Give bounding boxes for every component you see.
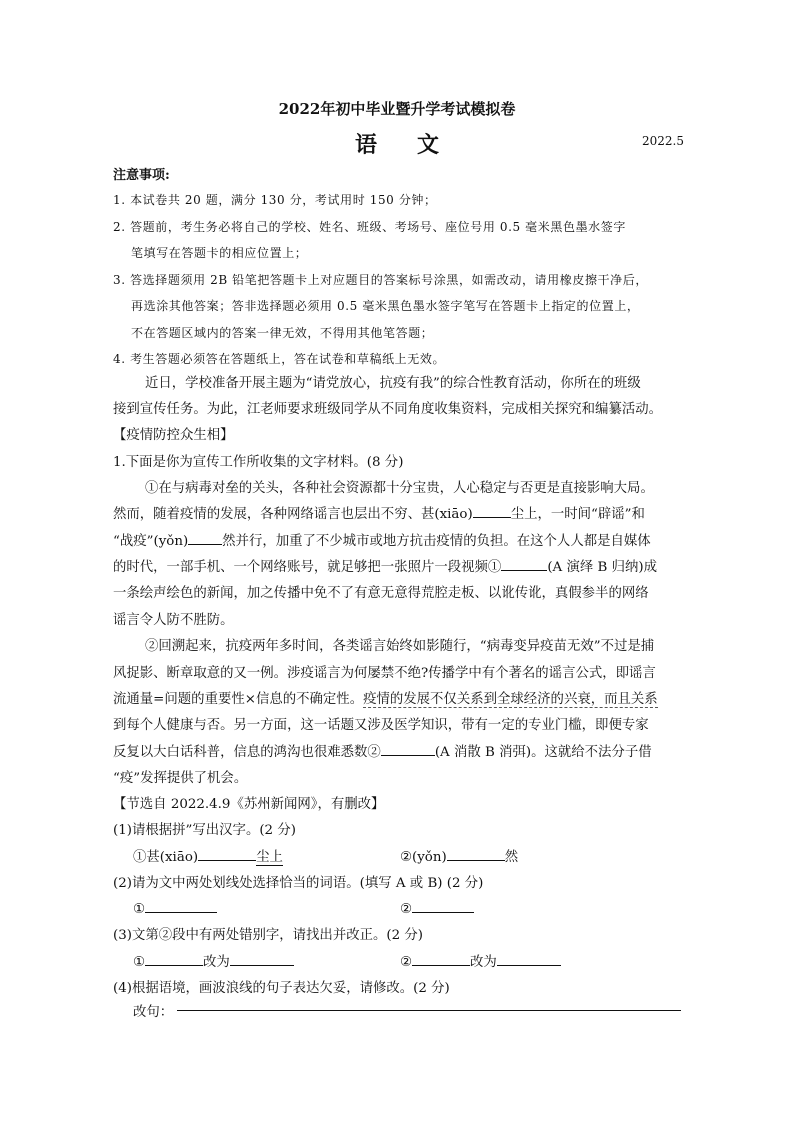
passage-line: “疫”发挥提供了机会。 [113,771,248,786]
notice-item: 3. 答选择题须用 2B 铅笔把答题卡上对应题目的答案标号涂黑，如需改动，请用橡皮擦干净后， [113,273,648,287]
wavy-sentence: 疫情的发展不仅关系到全球经济的兴衰，而且关系 [363,692,658,707]
notice-heading: 注意事项: [113,168,170,183]
passage-line: 风捉影、断章取意的又一例。涉疫谣言为何屡禁不绝?传播学中有个著名的谣言公式，即谣言 [113,666,656,681]
sub-question: (3)文第②段中有两处错别字，请找出并改正。(2 分) [113,928,424,943]
notice-item: 不在答题区域内的答案一律无效，不得用其他笔答题； [131,326,434,340]
passage-line: 反复以大白话科普，信息的鸿沟也很难悉数② (A 消散 B 消弭)。这就给不法分子借 [113,740,652,767]
answer-blank[interactable] [145,951,203,966]
answer-blank[interactable] [447,846,505,861]
passage-line: 流通量=问题的重要性×信息的不确定性。疫情的发展不仅关系到全球经济的兴衰，而且关系 [113,692,658,707]
notice-item: 笔填写在答题卡的相应位置上； [131,246,308,260]
blank-line [473,503,511,518]
notice-item: 再选涂其他答案；答非选择题必须用 0.5 毫米黑色墨水签字笔写在答题卡上指定的位置上， [131,299,640,313]
intro-line: 接到宣传任务。为此，江老师要求班级同学从不同角度收集资料，完成相关探究和编纂活动。 [113,402,663,417]
blank-line [381,741,435,756]
question-1: 1.下面是你为宣传工作所收集的文字材料。(8 分) [113,455,404,470]
sub-question: (2)请为文中两处划线处选择恰当的词语。(填写 A 或 B) (2 分) [113,876,484,891]
answer-row: ① [133,897,217,924]
subject-title: 语文 [354,132,479,158]
answer-row: ② 改为 [400,950,561,977]
answer-row: ① 改为 [133,950,294,977]
answer-blank[interactable] [145,898,217,913]
answer-blank[interactable] [230,951,294,966]
answer-row: ②(yǒn) 然 [400,845,518,872]
passage-line: 一条绘声绘色的新闻，加之传播中免不了有意无意得荒腔走板、以讹传讹，真假参半的网络 [113,586,649,601]
passage-line: 到每个人健康与否。另一方面，这一话题又涉及医学知识，带有一定的专业门槛，即便专家 [113,718,649,733]
passage-line: “战疫”(yǒn) 然并行，加重了不少城市或地方抗击疫情的负担。在这个人人都是自媒体 [113,529,651,556]
answer-blank[interactable] [412,898,474,913]
passage-line: ①在与病毒对垒的关头，各种社会资源都十分宝贵，人心稳定与否更是直接影响大局。 [145,481,654,496]
passage-line: ②回溯起来，抗疫两年多时间，各类谣言始终如影随行，“病毒变异疫苗无效”不过是捕 [145,639,655,654]
answer-blank[interactable] [497,951,561,966]
notice-item: 1. 本试卷共 20 题，满分 130 分，考试用时 150 分钟； [113,193,437,207]
answer-blank[interactable] [198,846,256,861]
passage-line: 的时代，一部手机、一个网络账号，就足够把一张照片一段视频① (A 演绎 B 归纳)成 [113,555,657,582]
rewrite-label: 改句： [133,1005,174,1020]
sub-question: (4)根据语境，画波浪线的句子表达欠妥，请修改。(2 分) [113,981,450,996]
intro-line: 近日，学校准备开展主题为“请党放心，抗疫有我”的综合性教育活动，你所在的班级 [145,376,641,391]
answer-row: ② [400,897,474,924]
passage-line: 谣言令人防不胜防。 [113,613,234,628]
rewrite-answer-line[interactable] [177,1010,681,1011]
notice-item: 2. 答题前，考生务必将自己的学校、姓名、班级、考场号、座位号用 0.5 毫米黑色墨水签字 [113,220,626,234]
exam-title: 2022年初中毕业暨升学考试模拟卷 [278,100,516,118]
sub-question: (1)请根据拼”写出汉字。(2 分) [113,823,296,838]
exam-date: 2022.5 [642,134,684,148]
section-heading: 【疫情防控众生相】 [113,428,234,443]
answer-row: ①甚(xiāo) 尘上 [133,845,283,872]
blank-line [188,530,222,545]
notice-item: 4. 考生答题必须答在答题纸上，答在试卷和草稿纸上无效。 [113,352,446,366]
blank-line [501,556,547,571]
passage-line: 然而，随着疫情的发展，各种网络谣言也层出不穷、甚(xiāo) 尘上，一时间“辟谣”和 [113,502,645,529]
answer-blank[interactable] [412,951,470,966]
source-citation: 【节选自 2022.4.9《苏州新闻网》，有删改】 [113,797,385,812]
